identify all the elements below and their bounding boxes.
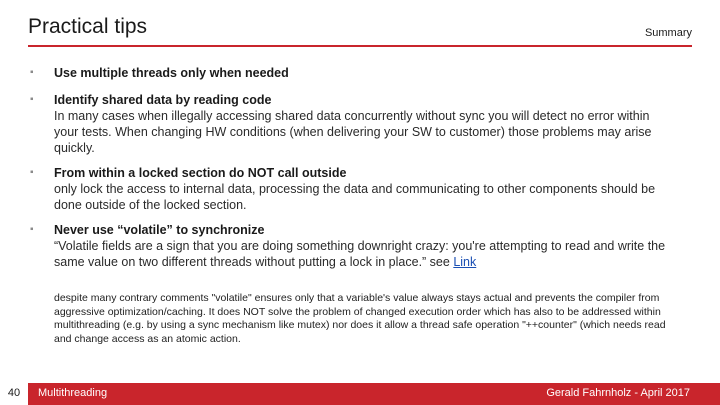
- bullet-item: [30, 93, 670, 156]
- bullet-list: [30, 66, 670, 280]
- bullet-body: only lock the access to internal data, processing the data and communicating to other components should be done outside of the locked section.: [54, 182, 656, 212]
- volatile-note: despite many contrary comments "volatile" ensures only that a variable's value always stays actual and prevents the compiler from aggressive optimization/caching. It does NOT solve the problem of changed execution order which has also to be addressed within multithreading (e.g. by using a sync mechanism like mutex) nor does it allow a thread safe operation "++counter" (which needs read and change access as an atomic action.: [54, 292, 666, 345]
- bullet-heading: From within a locked section do NOT call outside: [54, 166, 347, 180]
- quote-text: “Volatile fields are a sign that you are doing something downright crazy: you're attempting to read and write the same value on two different threads without putting a lock in place.” see: [54, 239, 666, 269]
- bullet-body: [54, 238, 670, 270]
- bullet-marker-icon: ▪: [30, 67, 34, 78]
- bullet-item: [30, 166, 670, 213]
- bullet-marker-icon: ▪: [30, 94, 34, 105]
- bullet-item: [30, 223, 670, 270]
- footer-author-date: Gerald Fahrnholz - April 2017: [546, 387, 690, 399]
- bullet-heading: Never use “volatile” to synchronize: [54, 223, 265, 237]
- bullet-marker-icon: ▪: [30, 167, 34, 178]
- bullet-heading: Identify shared data by reading code: [54, 93, 272, 107]
- bullet-item: [30, 66, 670, 81]
- title-divider: [28, 45, 692, 47]
- bullet-marker-icon: ▪: [30, 224, 34, 235]
- section-label: Summary: [644, 27, 692, 39]
- page-number: 40: [7, 387, 21, 399]
- footer-bar: [0, 383, 720, 405]
- bullet-body: In many cases when illegally accessing shared data concurrently without sync you will detect no error within your tests. When changing HW conditions (when delivering your SW to customer) those problems may arise quickly.: [54, 109, 652, 155]
- slide-title: Practical tips: [28, 15, 148, 38]
- bullet-heading: Use multiple threads only when needed: [54, 66, 289, 80]
- footer-topic: Multithreading: [38, 387, 108, 399]
- reference-link[interactable]: Link: [453, 255, 477, 269]
